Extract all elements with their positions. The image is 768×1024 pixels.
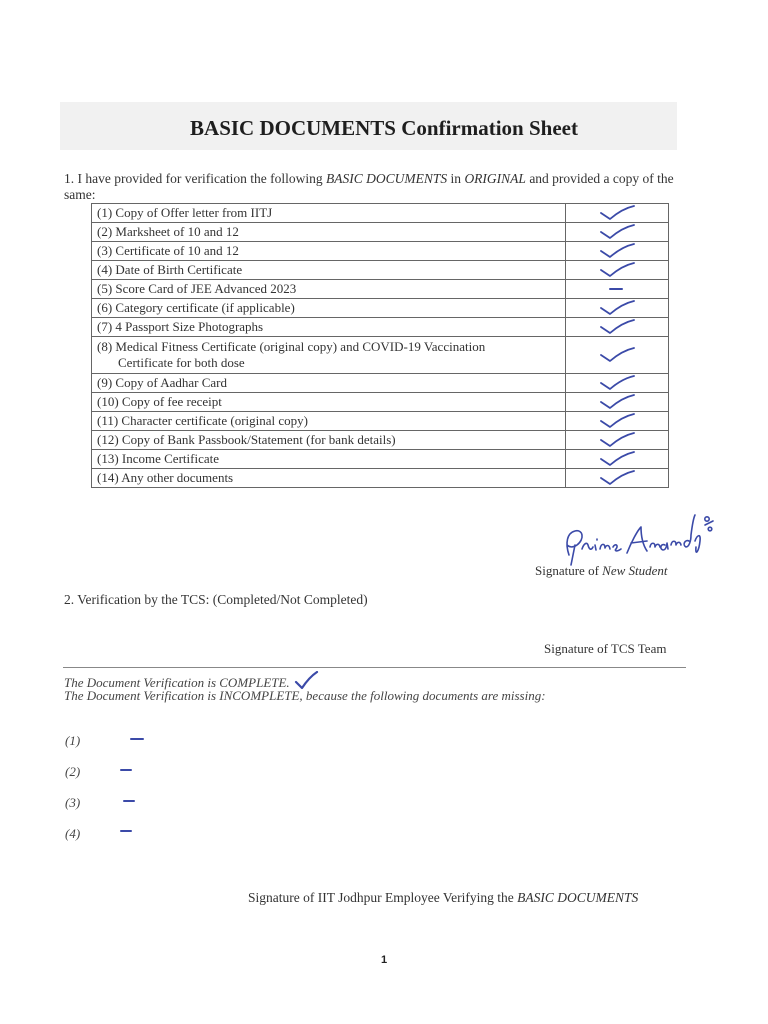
section2-text: 2. Verification by the TCS: (Completed/Not Completed) xyxy=(64,592,368,607)
table-row xyxy=(92,393,669,412)
document-label xyxy=(92,280,566,299)
document-label xyxy=(92,299,566,318)
table-row xyxy=(92,299,669,318)
tcs-signature-label: Signature of TCS Team xyxy=(544,641,667,656)
page-title: BASIC DOCUMENTS Confirmation Sheet xyxy=(190,116,578,140)
employee-signature-label xyxy=(248,890,638,906)
dash-mark xyxy=(130,738,144,740)
dash-icon xyxy=(566,281,668,297)
document-label-text: (3) Certificate of 10 and 12 xyxy=(97,243,239,258)
document-label xyxy=(92,242,566,261)
check-icon xyxy=(566,470,668,486)
table-row xyxy=(92,261,669,280)
check-icon xyxy=(566,224,668,240)
document-label-text: (13) Income Certificate xyxy=(97,451,219,466)
check-mark-cell xyxy=(566,431,669,450)
dash-mark xyxy=(120,769,132,771)
table-row xyxy=(92,450,669,469)
document-label-text: (12) Copy of Bank Passbook/Statement (for bank details) xyxy=(97,432,396,447)
document-label xyxy=(92,374,566,393)
missing-item: (3) xyxy=(65,795,81,810)
check-icon xyxy=(566,262,668,278)
document-label-text: (2) Marksheet of 10 and 12 xyxy=(97,224,239,239)
table-row xyxy=(92,431,669,450)
document-label xyxy=(92,431,566,450)
document-label-text: (7) 4 Passport Size Photographs xyxy=(97,319,264,334)
missing-item: (4) xyxy=(65,826,81,841)
document-label xyxy=(92,469,566,488)
intro-text-mid: in xyxy=(447,171,465,186)
intro-text-suffix: and provided a copy of the same: xyxy=(64,171,674,202)
check-mark-cell xyxy=(566,242,669,261)
check-icon xyxy=(566,375,668,391)
verification-complete-text: The Document Verification is COMPLETE. xyxy=(64,675,290,690)
employee-signature-text: Signature of IIT Jodhpur Employee Verifying the xyxy=(248,890,518,905)
check-mark-cell xyxy=(566,412,669,431)
check-icon xyxy=(566,413,668,429)
table-row xyxy=(92,223,669,242)
table-row xyxy=(92,242,669,261)
page-number: 1 xyxy=(380,954,388,966)
document-label-text: (9) Copy of Aadhar Card xyxy=(97,375,227,390)
table-row xyxy=(92,318,669,337)
signature-label-text: Signature of xyxy=(535,563,603,578)
check-mark-cell xyxy=(566,374,669,393)
section1-intro xyxy=(64,171,684,203)
employee-signature-emphasis: BASIC DOCUMENTS xyxy=(517,890,639,905)
document-label xyxy=(92,337,566,374)
documents-table xyxy=(91,203,669,488)
missing-item: (1) xyxy=(65,733,81,748)
document-label-text: (8) Medical Fitness Certificate (original copy) and COVID-19 Vaccination xyxy=(97,339,486,354)
table-row xyxy=(92,280,669,299)
check-icon xyxy=(566,451,668,467)
document-label-text: (10) Copy of fee receipt xyxy=(97,394,222,409)
check-mark-cell xyxy=(566,223,669,242)
check-mark-cell xyxy=(566,393,669,412)
divider xyxy=(63,667,686,668)
intro-emphasis-documents: BASIC DOCUMENTS xyxy=(326,171,448,186)
intro-text: 1. I have provided for verification the following xyxy=(64,171,327,186)
check-mark-cell xyxy=(566,469,669,488)
document-label xyxy=(92,318,566,337)
dash-mark-cell xyxy=(566,280,669,299)
check-icon xyxy=(566,394,668,410)
document-label-text: (11) Character certificate (original copy) xyxy=(97,413,309,428)
missing-item: (2) xyxy=(65,764,81,779)
document-label xyxy=(92,450,566,469)
intro-emphasis-original: ORIGINAL xyxy=(464,171,526,186)
document-label-text: (4) Date of Birth Certificate xyxy=(97,262,243,277)
document-label xyxy=(92,393,566,412)
signature-label-emphasis: New Student xyxy=(602,563,668,578)
document-label-text: (6) Category certificate (if applicable) xyxy=(97,300,295,315)
check-icon xyxy=(566,243,668,259)
check-mark-cell xyxy=(566,318,669,337)
document-label xyxy=(92,204,566,223)
check-mark-cell xyxy=(566,261,669,280)
check-icon xyxy=(566,432,668,448)
check-mark-cell xyxy=(566,299,669,318)
document-label xyxy=(92,223,566,242)
check-icon xyxy=(566,205,668,221)
dash-mark xyxy=(120,830,132,832)
check-mark-cell xyxy=(566,450,669,469)
document-label xyxy=(92,412,566,431)
check-icon xyxy=(566,319,668,335)
check-icon xyxy=(566,300,668,316)
table-row xyxy=(92,469,669,488)
check-mark-cell xyxy=(566,337,669,374)
table-row xyxy=(92,374,669,393)
document-label-text: (5) Score Card of JEE Advanced 2023 xyxy=(97,281,297,296)
table-row xyxy=(92,337,669,374)
table-row xyxy=(92,204,669,223)
document-label xyxy=(92,261,566,280)
dash-mark xyxy=(123,800,135,802)
student-signature-label xyxy=(535,563,668,579)
check-mark-cell xyxy=(566,204,669,223)
table-row xyxy=(92,412,669,431)
verification-incomplete: The Document Verification is INCOMPLETE, because the following documents are missing: xyxy=(64,688,546,703)
document-label-text: (1) Copy of Offer letter from IITJ xyxy=(97,205,273,220)
document-label-text-continued: Certificate for both dose xyxy=(118,355,245,370)
check-icon xyxy=(566,347,668,363)
document-label-text: (14) Any other documents xyxy=(97,470,234,485)
